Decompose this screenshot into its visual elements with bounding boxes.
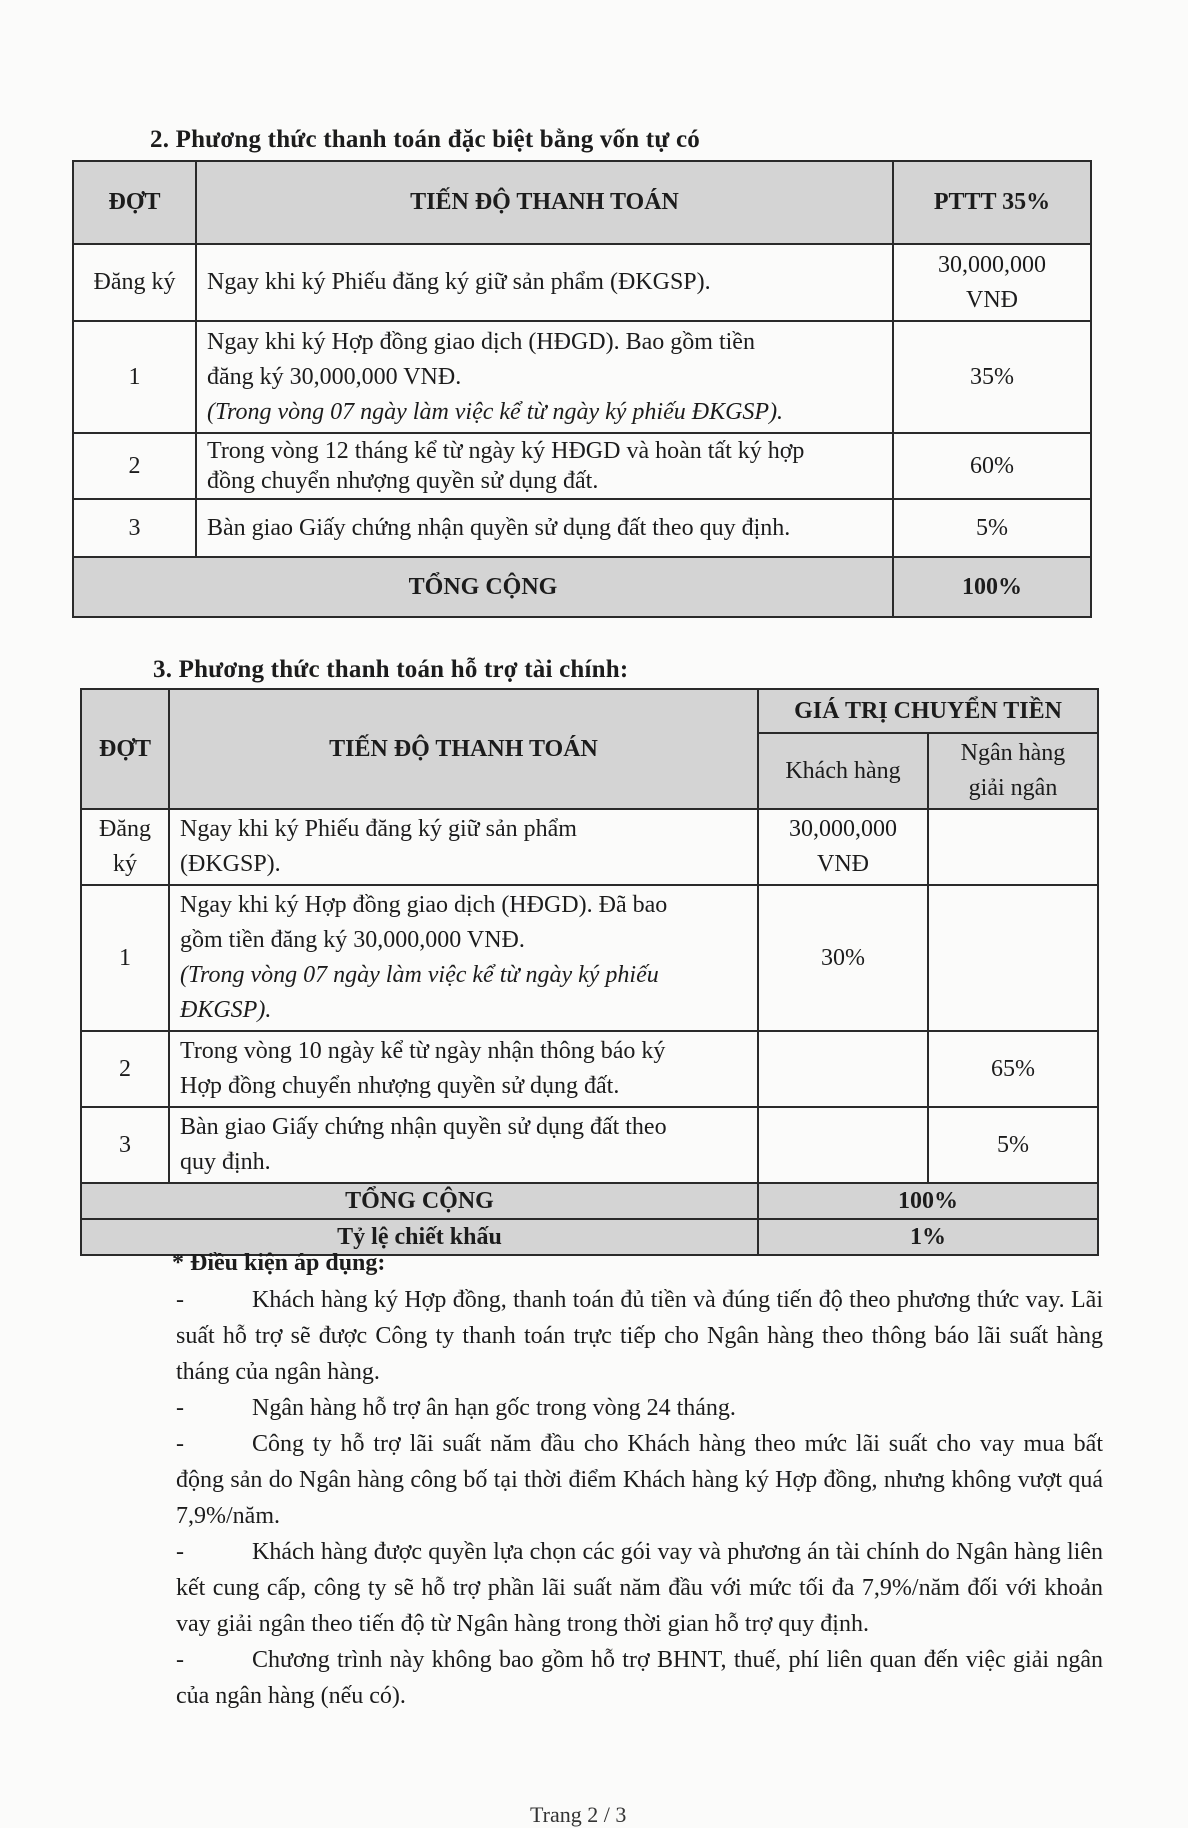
bank-cell [928,809,1098,885]
stage-cell: 1 [73,321,196,433]
stage-cell: 1 [81,885,169,1031]
value-cell: 35% [893,321,1091,433]
header-bank: Ngân hàng giải ngân [928,733,1098,809]
list-item: - Công ty hỗ trợ lãi suất năm đầu cho Khách hàng theo mức lãi suất cho vay mua bất động sản do Ngân hàng công bố tại thời điểm Khách hàng ký Hợp đồng, nhưng không vượt quá 7,9%/năm. [176,1426,1103,1534]
stage-cell: 3 [73,499,196,557]
progress-cell: Bàn giao Giấy chứng nhận quyền sử dụng đất theo quy định. [196,499,893,557]
stage-cell: 2 [81,1031,169,1107]
stage-cell: 3 [81,1107,169,1183]
page-number: Trang 2 / 3 [530,1802,627,1827]
bullet-dash: - [176,1431,184,1457]
bullet-dash: - [176,1539,184,1565]
table-row [81,809,1098,885]
section3-table [80,688,1099,1256]
section2-title: 2. Phương thức thanh toán đặc biệt bằng vốn tự có [150,126,700,153]
list-item: - Chương trình này không bao gồm hỗ trợ BHNT, thuế, phí liên quan đến việc giải ngân của ngân hàng (nếu có). [176,1642,1103,1714]
header-stage: ĐỢT [81,689,169,809]
progress-cell: Ngay khi ký Hợp đồng giao dịch (HĐGD). Đã bao gồm tiền đăng ký 30,000,000 VNĐ. (Trong vòng 07 ngày làm việc kể từ ngày ký phiếu ĐKGSP). [169,885,758,1031]
table-row [81,885,1098,1031]
section3-title: 3. Phương thức thanh toán hỗ trợ tài chính: [153,656,629,683]
progress-cell: Ngay khi ký Hợp đồng giao dịch (HĐGD). Bao gồm tiền đăng ký 30,000,000 VNĐ. (Trong vòng 07 ngày làm việc kể từ ngày ký phiếu ĐKGSP). [196,321,893,433]
total-row [81,1183,1098,1219]
progress-cell: Ngay khi ký Phiếu đăng ký giữ sản phẩm (ĐKGSP). [196,244,893,321]
list-item: - Ngân hàng hỗ trợ ân hạn gốc trong vòng 24 tháng. [176,1390,1103,1426]
value-cell: 60% [893,433,1091,499]
header-stage: ĐỢT [73,161,196,244]
stage-cell: 2 [73,433,196,499]
discount-value: 1% [758,1219,1098,1255]
bank-cell [928,885,1098,1031]
table-header-row [73,161,1091,244]
list-item: - Khách hàng ký Hợp đồng, thanh toán đủ tiền và đúng tiến độ theo phương thức vay. Lãi suất hỗ trợ sẽ được Công ty thanh toán trực tiếp cho Ngân hàng theo thông báo lãi suất hàng tháng của ngân hàng. [176,1282,1103,1390]
bullet-dash: - [176,1647,184,1673]
bullet-dash: - [176,1287,184,1313]
table-row [73,433,1091,499]
progress-cell: Trong vòng 10 ngày kể từ ngày nhận thông báo ký Hợp đồng chuyển nhượng quyền sử dụng đất. [169,1031,758,1107]
table-row [73,321,1091,433]
bank-cell: 65% [928,1031,1098,1107]
bank-cell: 5% [928,1107,1098,1183]
table-row [73,499,1091,557]
progress-cell: Bàn giao Giấy chứng nhận quyền sử dụng đất theo quy định. [169,1107,758,1183]
customer-cell: 30% [758,885,928,1031]
discount-label: Tỷ lệ chiết khấu [81,1219,758,1255]
section2-table [72,160,1092,618]
bullet-dash: - [176,1395,184,1421]
customer-cell [758,1031,928,1107]
customer-cell [758,1107,928,1183]
total-label: TỔNG CỘNG [73,557,893,617]
header-pttt: PTTT 35% [893,161,1091,244]
progress-cell: Ngay khi ký Phiếu đăng ký giữ sản phẩm (ĐKGSP). [169,809,758,885]
header-progress: TIẾN ĐỘ THANH TOÁN [196,161,893,244]
table-row [81,1107,1098,1183]
header-customer: Khách hàng [758,733,928,809]
total-value: 100% [893,557,1091,617]
table-header-row [81,689,1098,733]
table-row [73,244,1091,321]
total-label: TỔNG CỘNG [81,1183,758,1219]
header-transfer-value: GIÁ TRỊ CHUYỂN TIỀN [758,689,1098,733]
customer-cell: 30,000,000 VNĐ [758,809,928,885]
header-progress: TIẾN ĐỘ THANH TOÁN [169,689,758,809]
value-cell: 30,000,000 VNĐ [893,244,1091,321]
conditions-heading: * Điều kiện áp dụng: [172,1250,386,1276]
progress-cell: Trong vòng 12 tháng kể từ ngày ký HĐGD và hoàn tất ký hợp đồng chuyển nhượng quyền sử dụng đất. [196,433,893,499]
table-row [81,1031,1098,1107]
stage-cell: Đăng ký [81,809,169,885]
stage-cell: Đăng ký [73,244,196,321]
conditions-list [176,1282,1103,1714]
value-cell: 5% [893,499,1091,557]
total-value: 100% [758,1183,1098,1219]
list-item: - Khách hàng được quyền lựa chọn các gói vay và phương án tài chính do Ngân hàng liên kết cung cấp, công ty sẽ hỗ trợ phần lãi suất năm đầu với mức tối đa 7,9%/năm đối với khoản vay giải ngân theo tiến độ từ Ngân hàng trong thời gian hỗ trợ quy định. [176,1534,1103,1642]
total-row [73,557,1091,617]
